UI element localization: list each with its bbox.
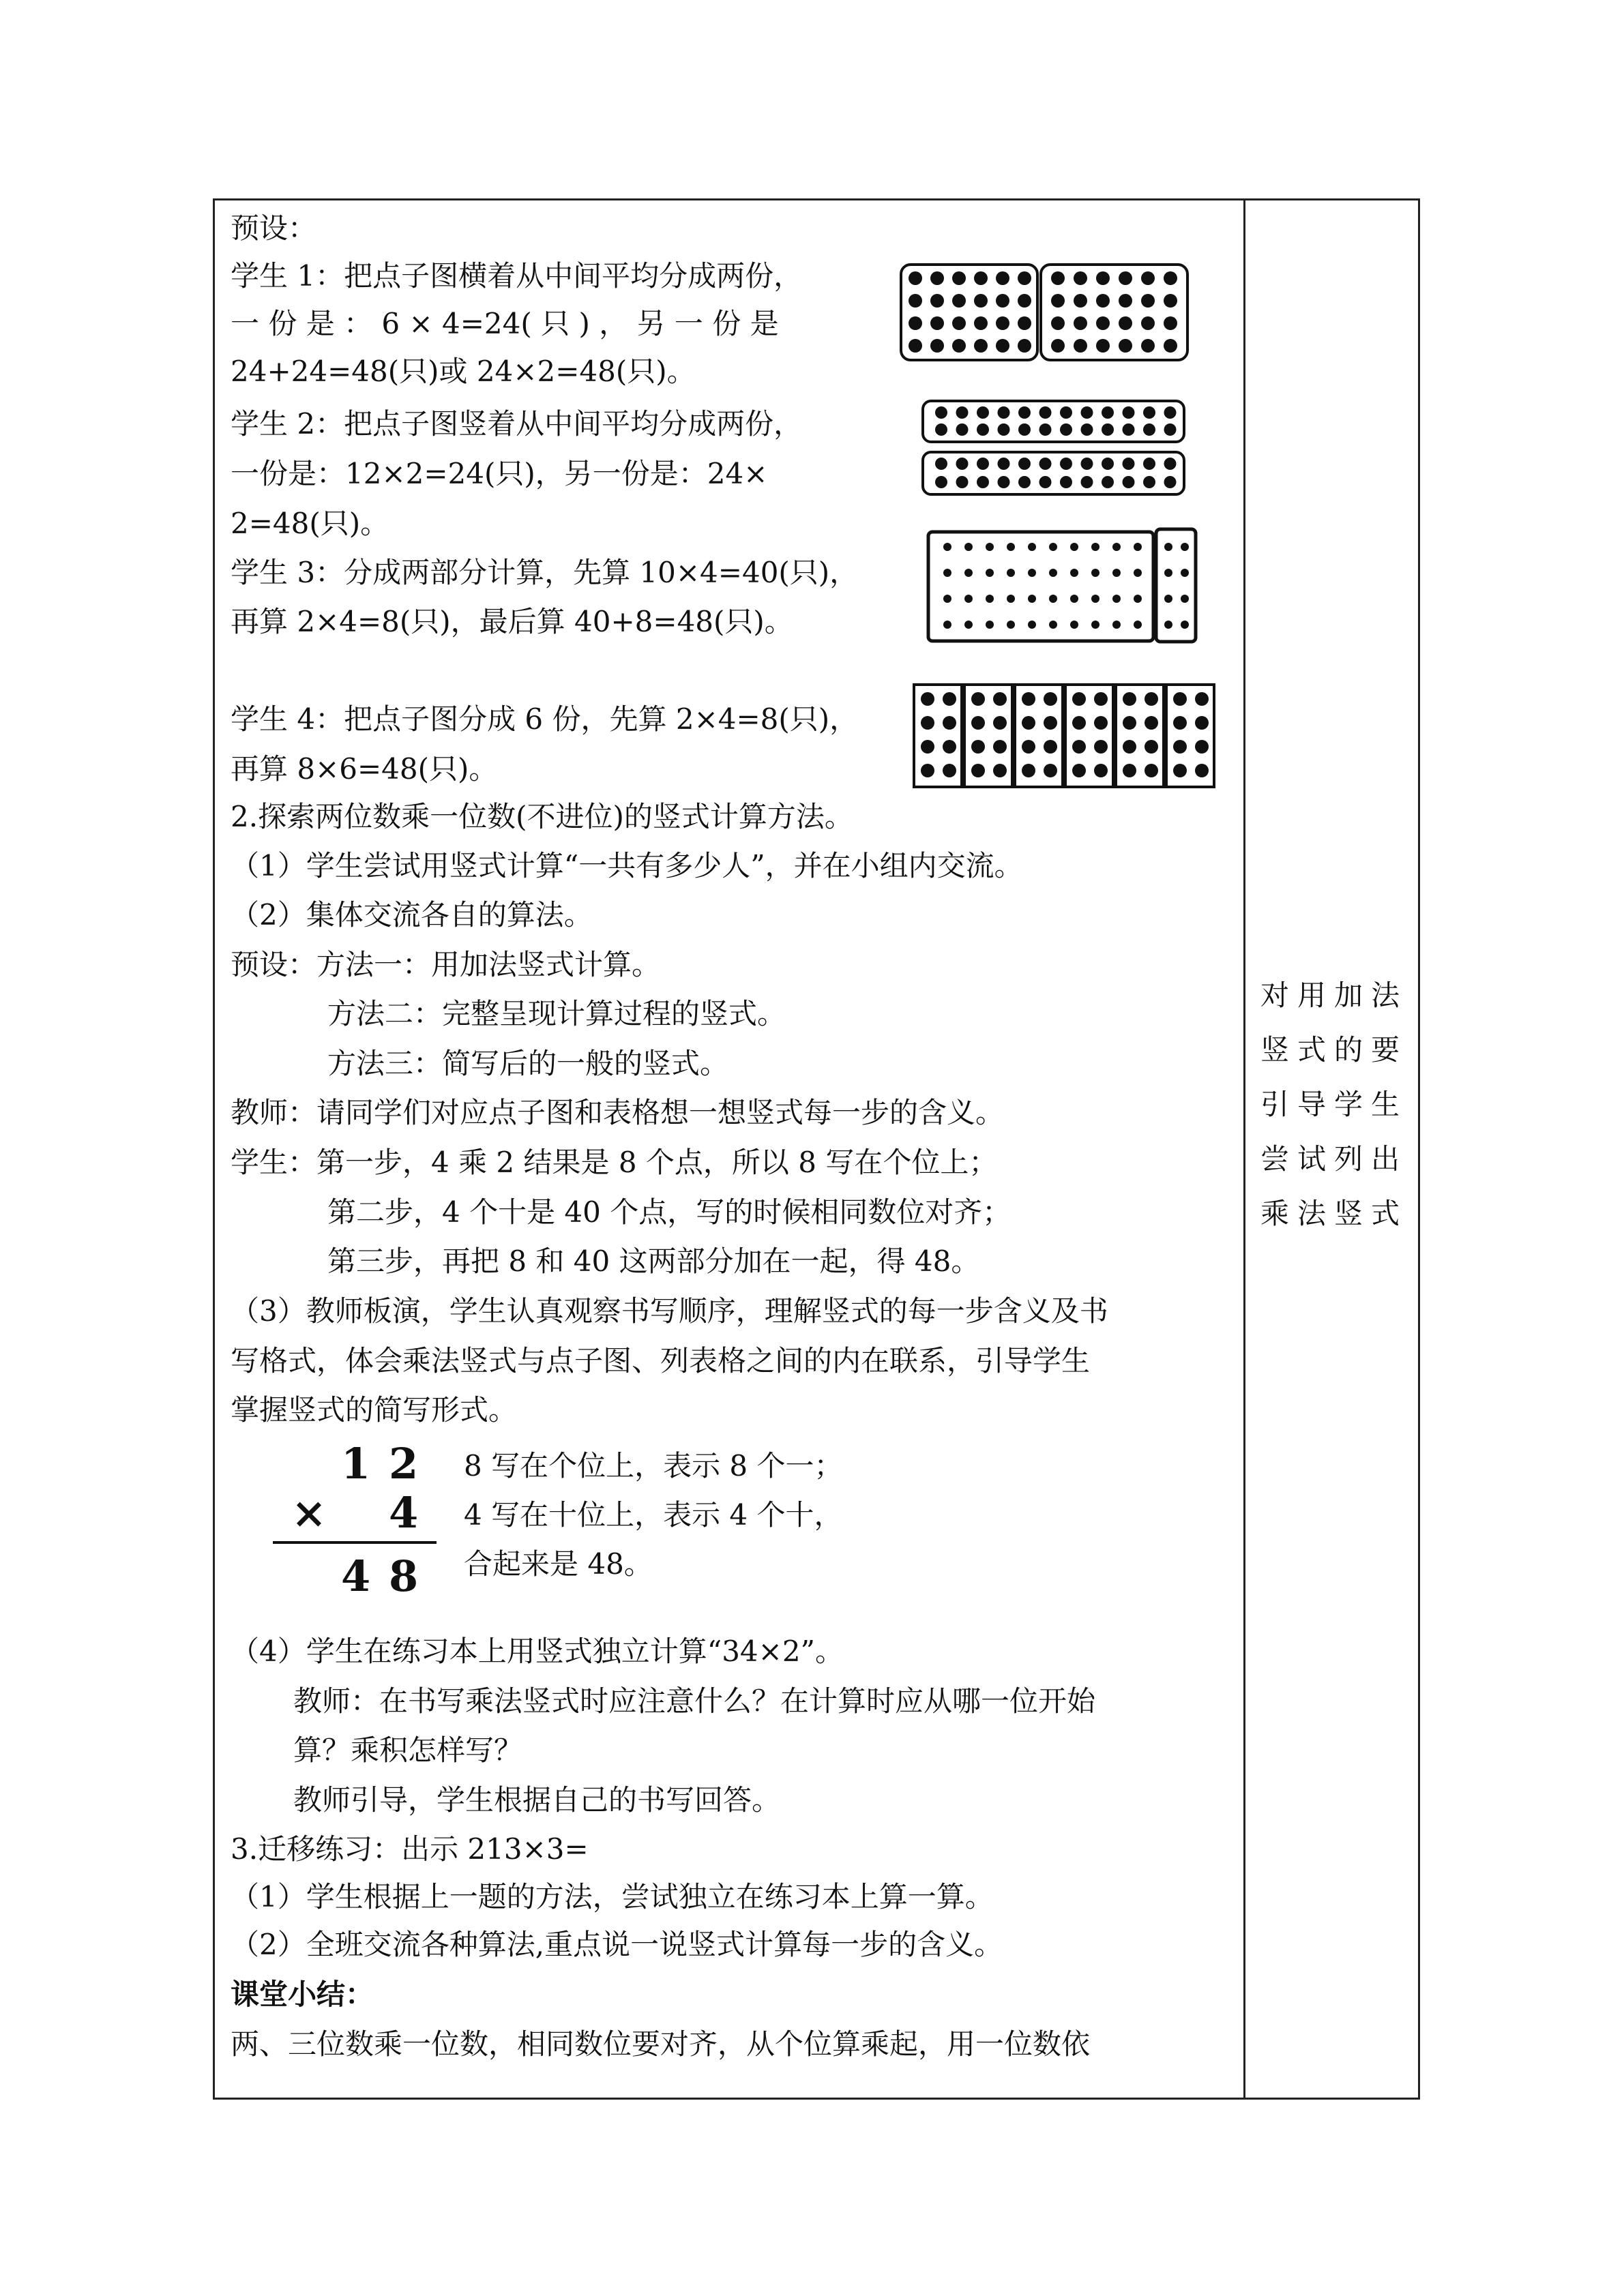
dot (1039, 406, 1052, 419)
digit: 2 (389, 1439, 419, 1489)
dot (1096, 316, 1110, 330)
dot (1143, 406, 1155, 419)
dot (964, 621, 973, 629)
dot (1018, 458, 1031, 470)
dot (1119, 294, 1132, 308)
text-line: 方法三：简写后的一般的竖式。 (327, 1047, 729, 1080)
dot (909, 271, 922, 285)
dot (1123, 740, 1136, 754)
dot (1044, 740, 1057, 754)
dot (977, 458, 989, 470)
dot (1051, 294, 1065, 308)
side-note-line: 尝试列出 (1260, 1142, 1408, 1176)
dot (1134, 621, 1142, 629)
dot (1044, 764, 1057, 777)
dot (956, 458, 969, 470)
dot (1051, 271, 1065, 285)
dot (1070, 569, 1078, 577)
dot (1060, 476, 1072, 488)
dot (1028, 543, 1036, 551)
dot (971, 740, 985, 754)
dot (998, 423, 1010, 436)
text-line: 2=48(只)。 (231, 507, 389, 540)
dot (1051, 316, 1065, 330)
dot (1164, 406, 1177, 419)
dot (935, 458, 947, 470)
dot (1018, 406, 1031, 419)
vertical-multiplication (269, 1439, 447, 1609)
dot (974, 339, 988, 353)
text-line: 两、三位数乘一位数，相同数位要对齐，从个位算乘起，用一位数依 (231, 2027, 1091, 2061)
text-line: （1）学生根据上一题的方法，尝试独立在练习本上算一算。 (231, 1880, 994, 1913)
dot (909, 316, 922, 330)
dot (921, 716, 934, 730)
text-line: 掌握竖式的简写形式。 (231, 1393, 518, 1427)
dot (1145, 740, 1158, 754)
dot (977, 476, 989, 488)
dot (993, 740, 1007, 754)
dot (1018, 294, 1031, 308)
dot (1039, 458, 1052, 470)
dot (1074, 271, 1087, 285)
dot (1070, 621, 1078, 629)
dot (996, 339, 1009, 353)
dot (1123, 423, 1135, 436)
dot (964, 569, 973, 577)
dot (1044, 692, 1057, 706)
text-line: 算？乘积怎样写？ (293, 1733, 523, 1767)
text-line: 学生：第一步，4 乘 2 结果是 8 个点，所以 8 写在个位上； (231, 1146, 998, 1179)
text-line: 第三步，再把 8 和 40 这两部分加在一起，得 48。 (327, 1244, 980, 1278)
dot (977, 423, 989, 436)
dot (964, 543, 973, 551)
dot (1112, 569, 1121, 577)
dot (1039, 476, 1052, 488)
dot (943, 621, 951, 629)
dot (1070, 595, 1078, 603)
dot (943, 764, 956, 777)
text-line: 教师：在书写乘法竖式时应注意什么？在计算时应从哪一位开始 (293, 1684, 1096, 1718)
dot (1141, 339, 1155, 353)
multiply-sign: × (291, 1488, 327, 1538)
dot (930, 339, 944, 353)
dot (1195, 740, 1209, 754)
dot (1102, 476, 1114, 488)
text-line: 第二步，4 个十是 40 个点，写的时候相同数位对齐； (327, 1195, 1012, 1229)
dot (1123, 458, 1135, 470)
dot (1123, 716, 1136, 730)
dot (1181, 569, 1189, 577)
text-line: 8 写在个位上，表示 8 个一； (464, 1449, 843, 1482)
dot (1181, 621, 1189, 629)
dot (1049, 595, 1057, 603)
group-outline (1156, 529, 1196, 642)
dot (1123, 476, 1135, 488)
dot (993, 764, 1007, 777)
dot (1070, 543, 1078, 551)
dot (952, 316, 966, 330)
dot (1060, 406, 1072, 419)
dot (1096, 294, 1110, 308)
dot (1112, 595, 1121, 603)
text-line: 预设：方法一：用加法竖式计算。 (231, 948, 661, 981)
dot (1007, 595, 1015, 603)
dot (977, 406, 989, 419)
dot (996, 316, 1009, 330)
digit: 1 (341, 1439, 371, 1489)
text-line: 学生 3：分成两部分计算，先算 10×4=40(只)， (231, 556, 859, 589)
text-line: 预设： (231, 211, 317, 245)
dot (1173, 716, 1187, 730)
text-line: （2）全班交流各种算法,重点说一说竖式计算每一步的含义。 (231, 1928, 1003, 1961)
text-line: 写格式，体会乘法竖式与点子图、列表格之间的内在联系，引导学生 (231, 1344, 1091, 1377)
dot (996, 271, 1009, 285)
dot (1143, 476, 1155, 488)
dot (1134, 543, 1142, 551)
dot (1074, 294, 1087, 308)
dot (943, 740, 956, 754)
dot (1145, 716, 1158, 730)
dot (1072, 740, 1086, 754)
dot (909, 294, 922, 308)
dot (921, 692, 934, 706)
dot (1134, 595, 1142, 603)
text-line: 24+24=48(只)或 24×2=48(只)。 (231, 355, 696, 388)
text-line: 教师引导，学生根据自己的书写回答。 (293, 1783, 781, 1817)
dot (1018, 339, 1031, 353)
text-line: 学生 2：把点子图竖着从中间平均分成两份， (231, 407, 803, 441)
dot (935, 406, 947, 419)
dot (1143, 423, 1155, 436)
side-note-line: 乘法竖式 (1260, 1197, 1408, 1230)
dot (996, 294, 1009, 308)
text-line: 学生 4：把点子图分成 6 份，先算 2×4=8(只)， (231, 702, 859, 736)
dot (943, 595, 951, 603)
text-line: 2.探索两位数乘一位数(不进位)的竖式计算方法。 (231, 800, 853, 833)
dot (1143, 458, 1155, 470)
dot (921, 764, 934, 777)
text-line: （4）学生在练习本上用竖式独立计算“34×2”。 (231, 1635, 844, 1668)
dot (1007, 543, 1015, 551)
text-line: 再算 8×6=48(只)。 (231, 752, 498, 786)
text-line: 一 份 是 ： 6 × 4=24( 只 ) ， 另 一 份 是 (231, 307, 779, 340)
dot (1018, 271, 1031, 285)
dot (998, 476, 1010, 488)
dot (1072, 764, 1086, 777)
dot (1094, 692, 1108, 706)
dot (1164, 423, 1177, 436)
dot (1096, 271, 1110, 285)
dot (1123, 764, 1136, 777)
dot (1022, 716, 1035, 730)
dot (1072, 692, 1086, 706)
dot (1123, 692, 1136, 706)
dot (1102, 406, 1114, 419)
dot (971, 716, 985, 730)
dot (1072, 716, 1086, 730)
dot (1112, 621, 1121, 629)
dot (1007, 569, 1015, 577)
dot (1141, 294, 1155, 308)
dot (1164, 294, 1177, 308)
digit: 4 (389, 1488, 419, 1538)
dot (1164, 621, 1172, 629)
dot (1018, 476, 1031, 488)
dot (1091, 569, 1099, 577)
dot (1091, 621, 1099, 629)
dot (1181, 595, 1189, 603)
dot (998, 458, 1010, 470)
dot (1141, 271, 1155, 285)
dot (1112, 543, 1121, 551)
dot (930, 271, 944, 285)
dot (930, 316, 944, 330)
dot (1195, 692, 1209, 706)
dot (974, 294, 988, 308)
dot (1164, 458, 1177, 470)
dot (1102, 458, 1114, 470)
dot (1195, 716, 1209, 730)
dot (1181, 543, 1189, 551)
dot (1018, 423, 1031, 436)
dot (952, 339, 966, 353)
text-line: （2）集体交流各自的算法。 (231, 898, 593, 931)
summary-heading: 课堂小结： (231, 1978, 374, 2011)
column-divider (1243, 198, 1245, 2100)
dot (1119, 271, 1132, 285)
text-line: 合起来是 48。 (464, 1547, 653, 1581)
dot (986, 595, 994, 603)
dot (1164, 316, 1177, 330)
dot (930, 294, 944, 308)
text-line: （3）教师板演，学生认真观察书写顺序，理解竖式的每一步含义及书 (231, 1294, 1108, 1328)
dot (974, 316, 988, 330)
dot (943, 692, 956, 706)
dot (974, 271, 988, 285)
dot-figure-six-groups (911, 682, 1218, 791)
side-note-line: 对用加法 (1260, 979, 1408, 1012)
text-line: 方法二：完整呈现计算过程的竖式。 (327, 997, 786, 1030)
text-line: 教师：请同学们对应点子图和表格想一想竖式每一步的含义。 (231, 1096, 1005, 1129)
dot (1074, 339, 1087, 353)
dot (1044, 716, 1057, 730)
dot (1164, 569, 1172, 577)
dot (943, 543, 951, 551)
dot (1164, 476, 1177, 488)
dot (909, 339, 922, 353)
text-line: 一份是：12×2=24(只)，另一份是：24× (231, 457, 768, 490)
dot (1060, 458, 1072, 470)
dot (1060, 423, 1072, 436)
dot (935, 423, 947, 436)
text-line: 学生 1：把点子图横着从中间平均分成两份， (231, 259, 803, 293)
calc-rule-line (273, 1541, 437, 1544)
side-note (1260, 968, 1408, 1241)
dot (1164, 543, 1172, 551)
dot (956, 406, 969, 419)
dot (1028, 621, 1036, 629)
dot (956, 423, 969, 436)
dot (943, 716, 956, 730)
dot (921, 740, 934, 754)
dot (1091, 595, 1099, 603)
dot (986, 621, 994, 629)
digit: 8 (389, 1551, 419, 1601)
dot (956, 476, 969, 488)
dot (1049, 621, 1057, 629)
dot (1081, 406, 1093, 419)
dot-figure-two-rows (921, 399, 1187, 498)
dot (1119, 339, 1132, 353)
dot (1173, 740, 1187, 754)
dot (1081, 476, 1093, 488)
dot (986, 569, 994, 577)
dot (998, 406, 1010, 419)
digit: 4 (341, 1551, 371, 1601)
dot-figure-two-halves (899, 261, 1192, 363)
dot (993, 692, 1007, 706)
dot (943, 569, 951, 577)
dot (1022, 740, 1035, 754)
dot (1081, 423, 1093, 436)
dot (1018, 316, 1031, 330)
dot (935, 476, 947, 488)
dot (1123, 406, 1135, 419)
dot (1141, 316, 1155, 330)
dot (1173, 692, 1187, 706)
text-line: 3.迁移练习：出示 213×3= (231, 1832, 589, 1866)
dot (1164, 271, 1177, 285)
dot (1081, 458, 1093, 470)
text-line: （1）学生尝试用竖式计算“一共有多少人”，并在小组内交流。 (231, 849, 1023, 882)
side-note-line: 引导学生 (1260, 1088, 1408, 1121)
dot-figure-ten-and-two (926, 526, 1198, 646)
dot (1134, 569, 1142, 577)
dot (952, 294, 966, 308)
dot (1039, 423, 1052, 436)
dot (1164, 339, 1177, 353)
dot (1164, 595, 1172, 603)
dot (1102, 423, 1114, 436)
dot (1145, 692, 1158, 706)
dot (1007, 621, 1015, 629)
dot (1119, 316, 1132, 330)
dot (1028, 595, 1036, 603)
side-note-line: 竖式的要 (1260, 1033, 1408, 1067)
dot (986, 543, 994, 551)
dot (1094, 764, 1108, 777)
dot (1094, 740, 1108, 754)
dot (952, 271, 966, 285)
dot (964, 595, 973, 603)
dot (1022, 764, 1035, 777)
dot (1022, 692, 1035, 706)
dot (1145, 764, 1158, 777)
dot (993, 716, 1007, 730)
dot (1091, 543, 1099, 551)
dot (1049, 569, 1057, 577)
text-line: 4 写在十位上，表示 4 个十， (464, 1498, 843, 1532)
dot (1074, 316, 1087, 330)
text-line: 再算 2×4=8(只)，最后算 40+8=48(只)。 (231, 605, 793, 638)
dot (1096, 339, 1110, 353)
dot (1173, 764, 1187, 777)
dot (971, 764, 985, 777)
dot (1028, 569, 1036, 577)
dot (971, 692, 985, 706)
dot (1195, 764, 1209, 777)
dot (1049, 543, 1057, 551)
dot (1094, 716, 1108, 730)
dot (1051, 339, 1065, 353)
